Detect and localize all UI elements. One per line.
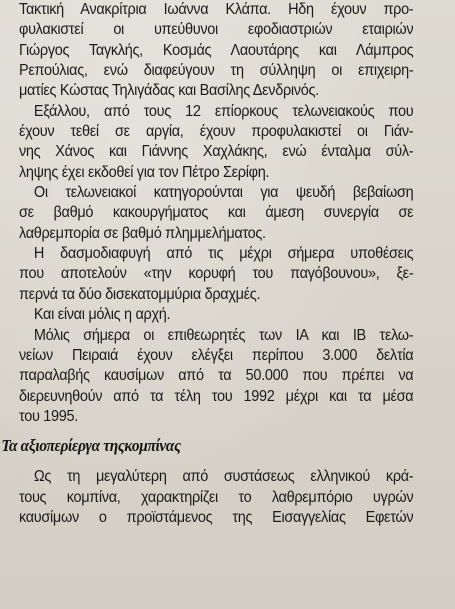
text-line: του 1995. [19,407,78,425]
paragraph-start-line: Μόλις σήμερα οι επιθεωρητές των ΙΑ και ΙΒ τελω- [33,326,414,344]
text-line: Γιώργος Ταγκλής, Κοσμάς Λαουτάρης και Λάμπρος [19,41,414,59]
subheading: Τα αξιοπερίεργα τηςκομπίνας [1,436,181,456]
paragraph-start-line: Η δασμοδιαφυγή από τις μέχρι σήμερα υποθέσεις [33,245,414,263]
text-line: ματίες Κώστας Τηλιγάδας και Βασίλης Δενδρινός. [19,82,319,100]
text-line: νης Χάνος και Γιάννης Χαχλάκης, ενώ ένταλμα σύλ- [19,143,414,161]
text-line: καυσίμων ο προϊστάμενος της Εισαγγελίας Εφετών [19,508,414,526]
text-line: τους κομπίνα, χαρακτηρίζει το λαθρεμπόριο υγρών [19,488,414,506]
paragraph-start-line: Εξάλλου, από τους 12 επίορκους τελωνειακούς που [33,102,414,120]
paragraph-start-line: Και είναι μόλις η αρχή. [33,306,171,324]
article-column [1,0,414,528]
text-line: ληψης έχει εκδοθεί για τον Πέτρο Σερίφη. [19,163,270,181]
text-line: φυλακιστεί οι υπεύθυνοι εφοδιαστριών εταιριών [19,21,414,39]
text-line: Τακτική Ανακρίτρια Ιωάννα Κλάπα. Ηδη έχουν προ- [19,1,414,18]
text-line: σε βαθμό κακουργήματος και άμεση συνεργία σε [19,204,414,222]
text-line: έχουν τεθεί σε αργία, έχουν προφυλακιστεί οι Γιάν- [19,123,414,141]
subheading-row [1,427,413,467]
text-line: λαθρεμπορία σε βαθμό πλημμελήματος. [19,224,266,242]
paragraph-start-line: Ως τη μεγαλύτερη από συστάσεως ελληνικού κρά- [33,468,414,486]
text-line: Ρεπούλιας, ενώ διαφεύγουν τη σύλληψη οι επιχειρη- [19,62,414,80]
text-line: παραλαβής καυσίμων από τα 50.000 που πρέπει να [19,367,414,385]
text-line: διερευνηθούν από τα τέλη του 1992 μέχρι και τα μέσα [19,387,414,405]
text-line: περνά τα δύο δισεκατομμύρια δραχμές. [19,285,261,303]
paragraph-start-line: Οι τελωνειακοί κατηγορούνται για ψευδή βεβαίωση [33,184,414,202]
text-line: νείων Πειραιά έχουν ελέγξει περίπου 3.000 δελτία [19,346,414,364]
text-line: που αποτελούν «την κορυφή του παγόβουνου», ξε- [19,265,414,283]
